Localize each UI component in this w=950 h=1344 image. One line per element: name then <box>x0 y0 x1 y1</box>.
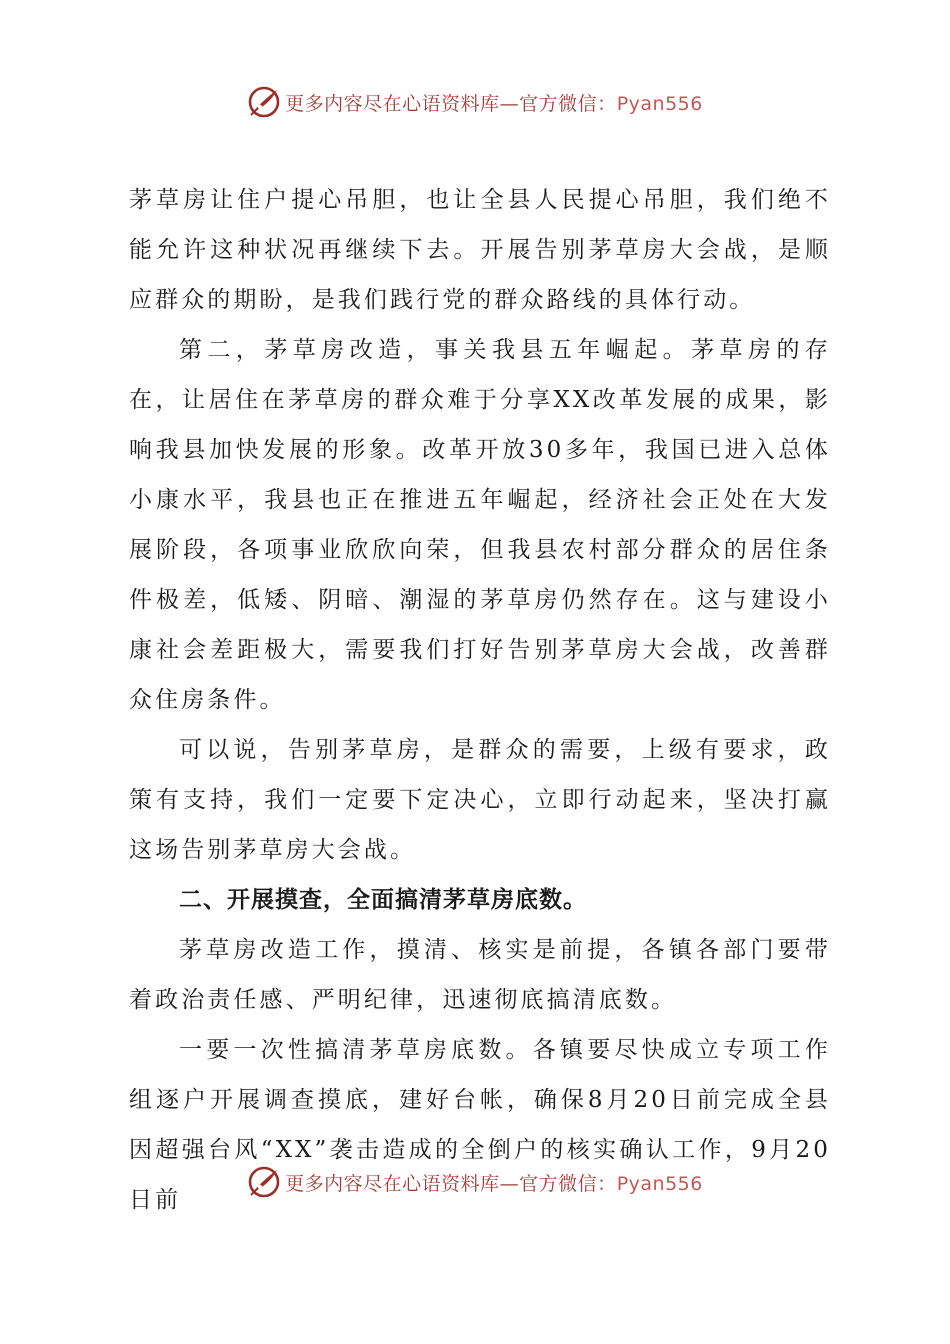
banner-text: 更多内容尽在心语资料库—官方微信：Pyan556 <box>285 92 703 115</box>
paragraph: 第二，茅草房改造，事关我县五年崛起。茅草房的存在，让居住在茅草房的群众难于分享XX改革发展的成果，影响我县加快发展的形象。改革开放30多年，我国已进入总体小康水平，我县也正在推进五年崛起，经济社会正处在大发展阶段，各项事业欣欣向荣，但我县农村部分群众的居住条件极差，低矮、阴暗、潮湿的茅草房仍然存在。这与建设小康社会差距极大，需要我们打好告别茅草房大会战，改善群众住房条件。 <box>129 337 831 713</box>
paragraph: 一要一次性搞清茅草房底数。各镇要尽快成立专项工作组逐户开展调查摸底，建好台帐，确保8月20日前完成全县因超强台风“XX”袭击造成的全倒户的核实确认工作，9月20日前 <box>129 1037 831 1213</box>
banner-text: 更多内容尽在心语资料库—官方微信：Pyan556 <box>285 1172 703 1195</box>
header-banner <box>0 82 950 122</box>
paragraph: 茅草房让住户提心吊胆，也让全县人民提心吊胆，我们绝不能允许这种状况再继续下去。开展告别茅草房大会战，是顺应群众的期盼，是我们践行党的群众路线的具体行动。 <box>129 187 831 313</box>
quill-logo-icon <box>247 85 281 119</box>
quill-logo-icon <box>247 1165 281 1199</box>
paragraph: 茅草房改造工作，摸清、核实是前提，各镇各部门要带着政治责任感、严明纪律，迅速彻底搞清底数。 <box>129 937 831 1013</box>
document-body <box>129 175 831 1225</box>
section-heading: 二、开展摸查，全面搞清茅草房底数。 <box>179 886 587 913</box>
footer-banner <box>0 1162 950 1202</box>
paragraph: 可以说，告别茅草房，是群众的需要，上级有要求，政策有支持，我们一定要下定决心，立即行动起来，坚决打赢这场告别茅草房大会战。 <box>129 737 831 863</box>
